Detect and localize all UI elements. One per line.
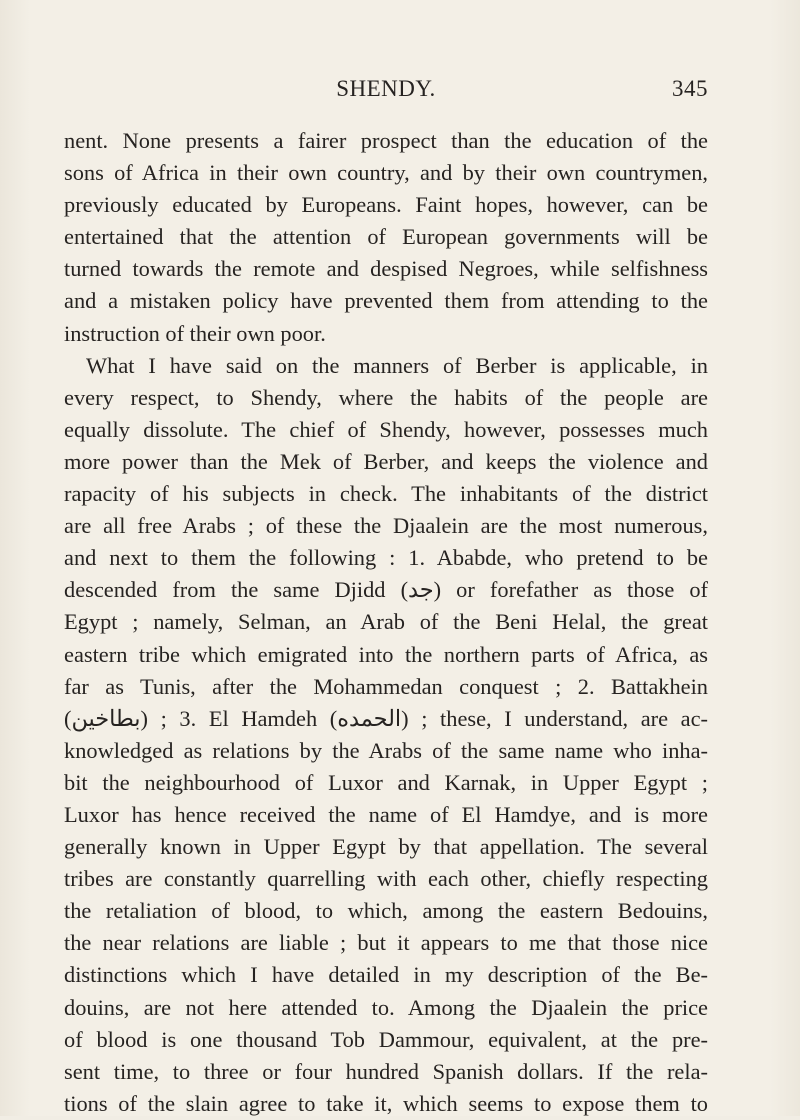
- text-line: the near relations are liable ; but it appears to me that those nice: [64, 930, 708, 956]
- text-line: more power than the Mek of Berber, and keeps the violence and: [64, 448, 708, 474]
- text-line: knowledged as relations by the Arabs of the same name who inha-: [64, 737, 708, 763]
- running-title: SHENDY.: [336, 76, 436, 101]
- text-line: nent. None presents a fairer prospect than the education of the: [64, 128, 708, 153]
- body-text: [64, 125, 708, 1120]
- text-line: and next to them the following : 1. Ababde, who pretend to be: [64, 545, 708, 571]
- text-line: entertained that the attention of European governments will be: [64, 224, 708, 250]
- text-line: previously educated by Europeans. Faint hopes, however, can be: [64, 192, 708, 218]
- text-line: equally dissolute. The chief of Shendy, however, possesses much: [64, 416, 708, 442]
- text-line: eastern tribe which emigrated into the northern parts of Africa, as: [64, 641, 708, 667]
- text-line: far as Tunis, after the Mohammedan conquest ; 2. Battakhein: [64, 673, 708, 699]
- text-line: generally known in Upper Egypt by that appellation. The several: [64, 834, 708, 860]
- text-line: douins, are not here attended to. Among the Djaalein the price: [64, 994, 708, 1020]
- text-line: rapacity of his subjects in check. The inhabitants of the district: [64, 481, 708, 507]
- text-line: instruction of their own poor.: [64, 320, 326, 346]
- page-number: 345: [672, 76, 708, 101]
- text-line: (بطاخين) ; 3. El Hamdeh (الحمده) ; these, I understand, are ac-: [64, 705, 708, 731]
- text-line: turned towards the remote and despised Negroes, while selfishness: [64, 256, 708, 282]
- text-line: sons of Africa in their own country, and by their own countrymen,: [64, 160, 708, 186]
- text-line: of blood is one thousand Tob Dammour, equivalent, at the pre-: [64, 1026, 708, 1052]
- page-header: [64, 76, 708, 106]
- text-line: What I have said on the manners of Berber is applicable, in: [86, 352, 708, 378]
- text-line: tions of the slain agree to take it, which seems to expose them to: [64, 1090, 708, 1116]
- text-line: distinctions which I have detailed in my description of the Be-: [64, 962, 708, 988]
- text-line: tribes are constantly quarrelling with each other, chiefly respecting: [64, 866, 708, 892]
- text-line: are all free Arabs ; of these the Djaalein are the most numerous,: [64, 513, 708, 539]
- text-line: the retaliation of blood, to which, among the eastern Bedouins,: [64, 898, 708, 924]
- text-line: bit the neighbourhood of Luxor and Karnak, in Upper Egypt ;: [64, 769, 708, 795]
- text-line: descended from the same Djidd (جد) or forefather as those of: [64, 577, 708, 603]
- text-line: sent time, to three or four hundred Spanish dollars. If the rela-: [64, 1058, 708, 1084]
- text-line: Egypt ; namely, Selman, an Arab of the Beni Helal, the great: [64, 609, 708, 635]
- text-line: every respect, to Shendy, where the habits of the people are: [64, 384, 708, 410]
- text-line: and a mistaken policy have prevented them from attending to the: [64, 288, 708, 314]
- text-line: Luxor has hence received the name of El Hamdye, and is more: [64, 801, 708, 827]
